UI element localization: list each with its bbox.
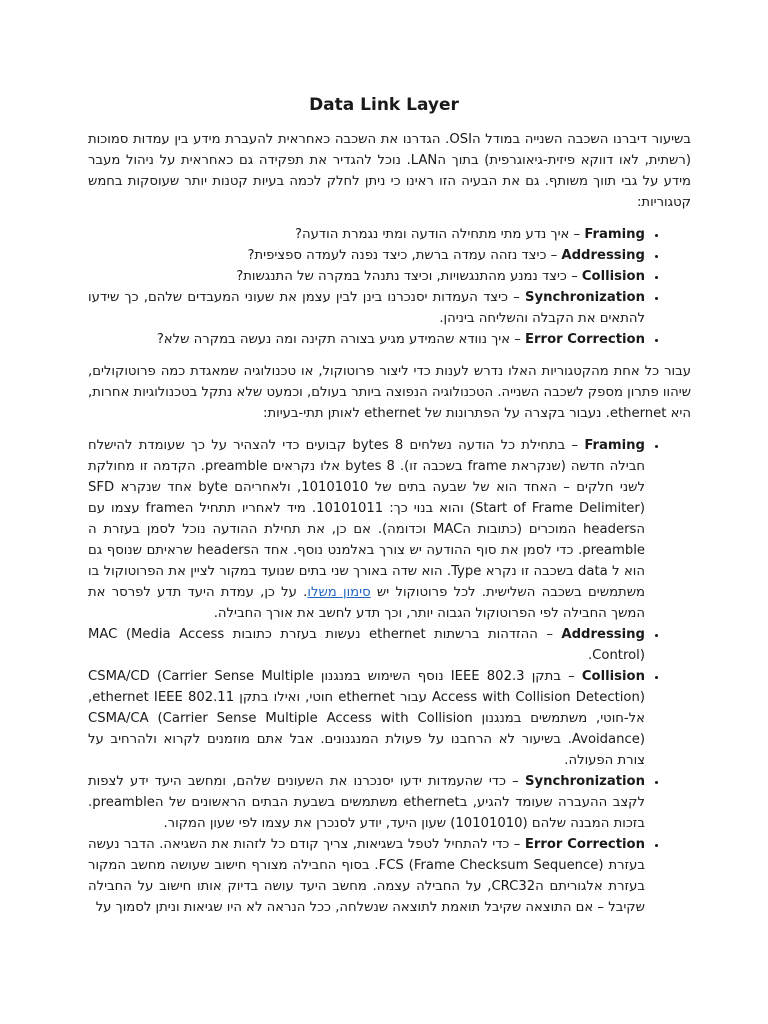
list-item-synchronization: • Synchronization – כדי שהעמדות ידעו יסנכרנו את השעונים שלהם, ומחשב היעד ידע לצפות לקצב ההעברה שעומד להגיע, בethernet משתמשים בשבעת הבתים הראשונים של הpreamble. בזכות המבנה שלהם (10101010) שעון היעד, יודע לסנכרן את עצמו לפי שעון המקור. bbox=[88, 771, 645, 834]
list-item-collision: • Collision – בתקן IEEE 802.3 נוסף השימוש במנגנון CSMA/CD (Carrier Sense Multiple Access with Collision Detection) עבור ethernet חוטי, ואילו בתקן ethernet IEEE 802.11, אל-חוטי, משתמשים במנגנון CSMA/CA (Carrier Sense Multiple Access with Collision Avoidance). בשיעור לא הרחבנו על פעולת המנגנונים. אבל אתם מוזמנים לקרוא ולהרחיב על צורת הפעולה. bbox=[88, 666, 645, 771]
solutions-list bbox=[88, 435, 691, 918]
protocol-marking-link[interactable]: סימון משלו bbox=[307, 585, 371, 600]
list-item-framing: • Framing – בתחילת כל הודעה נשלחים 8 bytes קבועים כדי להצהיר על כך שעומדת להישלח חבילה חדשה (שנקראת frame בשכבה זו). 8 bytes אלו נקראים preamble. הקדמה זו מחולקת לשני חלקים – האחד הוא של שבעה בתים של 10101010, ולאחריהם byte אחד שנקרא SFD (Start of Frame Delimiter) והוא בנוי כך: 10101011. מיד לאחריו תתחיל הframe עצמו עם הheaders המוכרים (כתובות הMAC וכדומה). אם כן, את תחילת ההודעה נוכל לסמן בעזרת ה preamble. כדי לסמן את סוף ההודעה יש צורך באלמנט נוסף. אחד הheaders שראיתם שנוסף גם הוא ל data בשכבה זו נקרא Type. הוא שדה באורך שני בתים שנועד במקור לציין את הפרוטוקול בו משתמשים בשכבה השלישית. לכל פרוטוקול יש סימון משלו. על כן, עמדת היעד תדע לפרסר את המשך החבילה לפי הפרוטוקול הגבוה יותר, וכך תדע לחשב את אורך החבילה. bbox=[88, 435, 645, 624]
list-item-addressing: • Addressing – ההזדהות ברשתות ethernet נעשות בעזרת כתובות MAC (Media Access Control). bbox=[88, 624, 645, 666]
document-body bbox=[88, 129, 691, 929]
middle-paragraph: עבור כל אחת מהקטגוריות האלו נדרש לענות כדי ליצור פרוטוקול, או טכנולוגיה שמאגדת כמה פרוטוקולים, שיהוו פתרון מספק לשכבה השנייה. הטכנולוגיה הנפוצה ביותר בעולם, וכמעט שלא נתקל בטכנולוגיות אחרות, היא ethernet. נעבור בקצרה על הפתרונות של ethernet לאותן תתי-בעיות: bbox=[88, 364, 691, 421]
list-item: • Framing – איך נדע מתי מתחילה הודעה ומתי נגמרת הודעה? bbox=[88, 224, 645, 245]
list-item: • Addressing – כיצד נזהה עמדה ברשת, כיצד נפנה לעמדה ספציפית? bbox=[88, 245, 645, 266]
list-item: • Synchronization – כיצד העמדות יסנכרנו בינן לבין עצמן את שעוני המעבדים שלהם, כך שידעו להתאים את הקבלה והשליחה ביניהן. bbox=[88, 287, 645, 329]
categories-list bbox=[88, 224, 691, 350]
page-title: Data Link Layer bbox=[309, 95, 459, 115]
list-item-error-correction: • Error Correction – כדי להתחיל לטפל בשגיאות, צריך קודם כל לזהות את השגיאה. הדבר נעשה בעזרת FCS (Frame Checksum Sequence). בסוף החבילה מצורף חישוב שעושה מחשב המקור בעזרת אלגוריתם הCRC32, על החבילה עצמה. מחשב היעד עושה בדיוק אותו חישוב על החבילה שקיבל – אם התוצאה שקיבל תואמת לתוצאה שנשלחה, ככל הנראה לא היו שגיאות וניתן לסמוך על bbox=[88, 834, 645, 918]
list-item: • Collision – כיצד נמנע מהתנגשויות, וכיצד נתנהל במקרה של התנגשות? bbox=[88, 266, 645, 287]
list-item: • Error Correction – איך נוודא שהמידע מגיע בצורה תקינה ומה נעשה במקרה שלא? bbox=[88, 329, 645, 350]
intro-paragraph: בשיעור דיברנו השכבה השנייה במודל הOSI. הגדרנו את השכבה כאחראית להעברת מידע בין עמדות סמוכות (רשתית, לאו דווקא פיזית-גיאוגרפית) בתוך הLAN. נוכל להגדיר את תפקידה גם כאחראית על ניהול מעבר מידע על גבי תווך משותף. גם את הבעיה הזו ראינו כי ניתן לחלק לכמה בעיות קטנות יותר שעוסקות בחמש קטגוריות: bbox=[88, 132, 692, 210]
